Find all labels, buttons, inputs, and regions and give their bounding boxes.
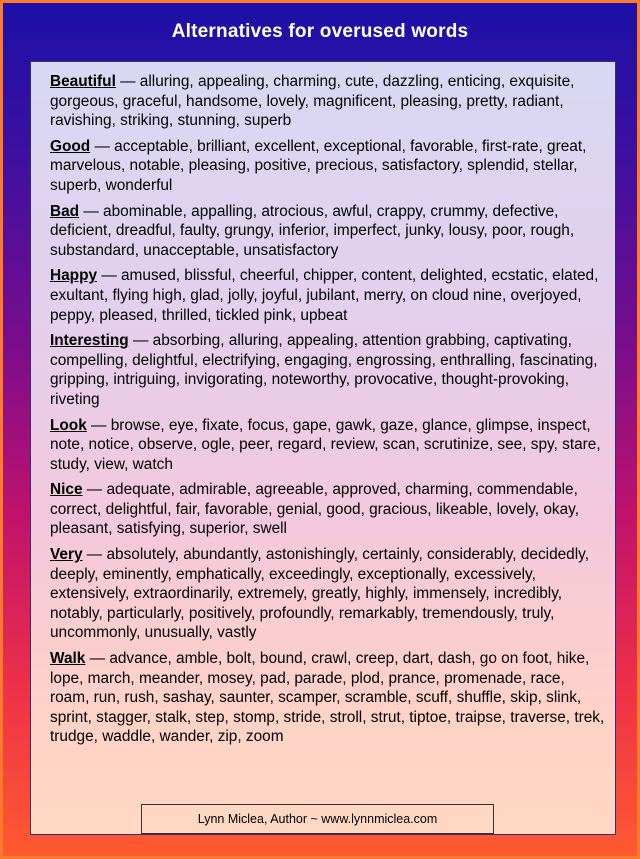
entry-separator: — <box>85 650 110 668</box>
entry-word: Happy <box>50 267 98 285</box>
entry-word: Good <box>50 137 91 155</box>
entry-separator: — <box>79 202 104 220</box>
entry-synonyms: advance, amble, bolt, bound, crawl, creep, dart, dash, go on foot, hike, lope, march, meander, mosey, pad, parade, plod, prance, promenade, race, roam, run, rush, sashay, saunter, scamper, scramble, scuff, shuffle, skip, slink, sprint, stagger, stalk, step, stomp, stride, stroll, strut, tiptoe, traipse, traverse, trek, trudge, waddle, wander, zip, zoom <box>50 650 605 746</box>
entry-separator: — <box>97 267 121 285</box>
entry-synonyms: absorbing, alluring, appealing, attention grabbing, captivating, compelling, delightful, electrifying, engaging, engrossing, enthralling, fascinating, gripping, intriguing, invigorating, noteworthy, provocative, thought-provoking, riveting <box>50 332 598 408</box>
entry-word: Very <box>50 546 83 564</box>
entry-very <box>50 545 605 643</box>
entry-synonyms: amused, blissful, cheerful, chipper, content, delighted, ecstatic, elated, exultant, flying high, glad, jolly, joyful, jubilant, merry, on cloud nine, overjoyed, peppy, pleased, thrilled, tickled pink, upbeat <box>50 267 599 324</box>
entry-separator: — <box>82 481 107 499</box>
entry-synonyms: acceptable, brilliant, excellent, exceptional, favorable, first-rate, great, marvelous, notable, pleasing, positive, precious, satisfactory, splendid, stellar, superb, wonderful <box>50 137 587 194</box>
entry-walk <box>50 649 605 747</box>
entry-happy <box>50 266 605 325</box>
entry-separator: — <box>82 546 107 564</box>
entry-nice <box>50 480 605 539</box>
author-credit: Lynn Miclea, Author ~ www.lynnmiclea.com <box>141 804 494 834</box>
entry-separator: — <box>115 73 140 90</box>
entry-synonyms: absolutely, abundantly, astonishingly, certainly, considerably, decidedly, deeply, eminently, emphatically, exceedingly, exceptionally, excessively, extensively, extraordinarily, extremely, greatly, highly, immensely, incredibly, notably, particularly, positively, profoundly, remarkably, tremendously, truly, uncommonly, unusually, vastly <box>50 546 589 642</box>
entry-good <box>50 137 605 196</box>
entry-bad <box>50 202 605 261</box>
entry-word: Look <box>50 416 87 434</box>
entry-word: Bad <box>50 202 80 220</box>
entry-synonyms: browse, eye, fixate, focus, gape, gawk, gaze, glance, glimpse, inspect, note, notice, observe, ogle, peer, regard, review, scan, scrutinize, see, spy, stare, study, view, watch <box>50 416 601 473</box>
entry-word: Beautiful <box>50 73 116 90</box>
entry-interesting <box>50 331 605 409</box>
entry-beautiful <box>50 72 605 131</box>
entry-separator: — <box>86 416 111 434</box>
poster-title: Alternatives for overused words <box>171 21 469 42</box>
entry-synonyms: abominable, appalling, atrocious, awful, crappy, crummy, defective, deficient, dreadful, faulty, grungy, inferior, imperfect, junky, lousy, poor, rough, substandard, unacceptable, unsatisfactory <box>50 202 575 259</box>
entry-word: Interesting <box>50 332 129 350</box>
entry-synonyms: adequate, admirable, agreeable, approved, charming, commendable, correct, delightful, fair, favorable, genial, good, gracious, likeable, lovely, okay, pleasant, satisfying, superior, swell <box>50 481 579 538</box>
entry-word: Nice <box>50 481 83 499</box>
entry-separator: — <box>128 332 153 350</box>
entry-separator: — <box>90 137 115 155</box>
word-list-panel <box>30 61 616 835</box>
entry-word: Walk <box>50 650 86 668</box>
entry-synonyms: alluring, appealing, charming, cute, dazzling, enticing, exquisite, gorgeous, graceful, handsome, lovely, magnificent, pleasing, pretty, radiant, ravishing, striking, stunning, superb <box>50 73 575 130</box>
entry-look <box>50 416 605 475</box>
